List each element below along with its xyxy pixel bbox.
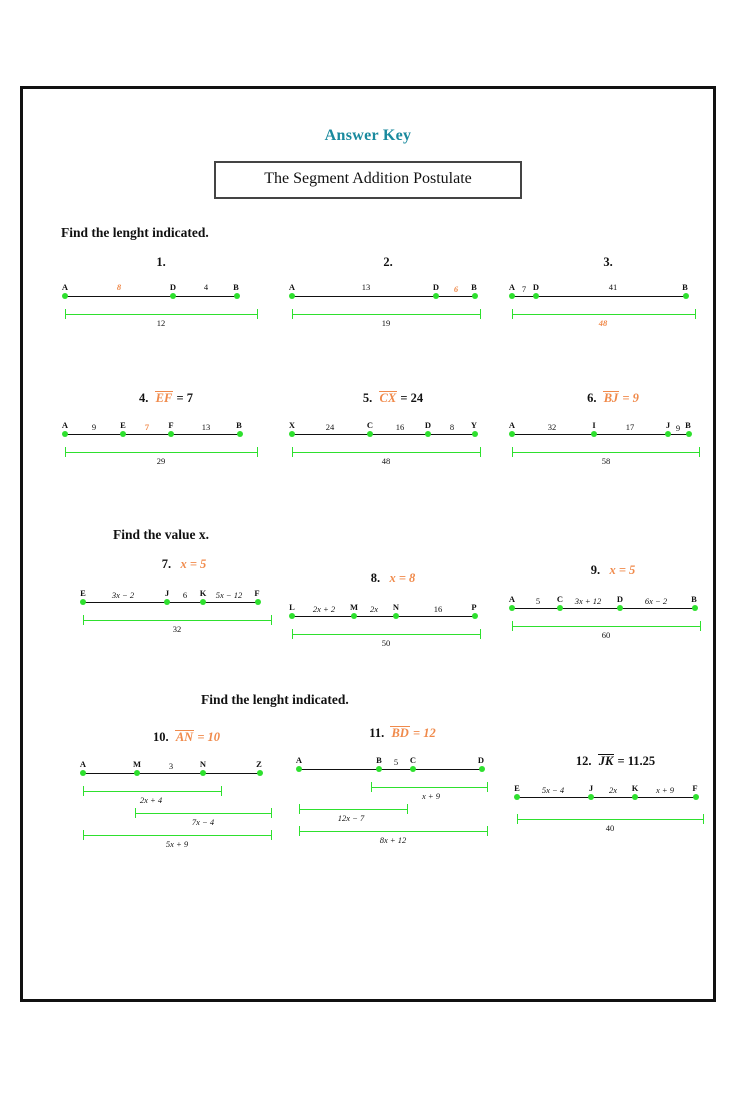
problem-row-4 <box>23 726 713 880</box>
problem-6-diagram <box>508 420 718 490</box>
bracket-tick <box>65 309 66 319</box>
point-label: B <box>682 282 688 292</box>
point-label: D <box>616 594 624 604</box>
problem-6-number: 6. <box>587 391 597 405</box>
point-label: J <box>665 420 671 430</box>
problem-12-diagram <box>513 783 718 863</box>
bracket-tick <box>480 309 481 319</box>
point-label: C <box>366 420 374 430</box>
segment-endpoint-dot <box>200 770 206 776</box>
segment-endpoint-dot <box>433 293 439 299</box>
segment-length-label: 13 <box>201 422 211 432</box>
problem-2-number: 2. <box>383 255 393 269</box>
segment-line <box>65 434 240 435</box>
bracket-line <box>299 831 487 832</box>
point-label: C <box>409 755 417 765</box>
point-label: D <box>424 420 432 430</box>
segment-length-label: 9 <box>675 423 681 433</box>
point-label: D <box>169 282 177 292</box>
bracket-tick <box>83 830 84 840</box>
segment-endpoint-dot <box>200 599 206 605</box>
bracket-tick <box>221 786 222 796</box>
problem-4-number: 4. <box>139 391 149 405</box>
segment-endpoint-dot <box>257 770 263 776</box>
problem-12-number: 12. <box>575 754 592 768</box>
problem-1-number: 1. <box>156 255 166 269</box>
total-bracket-line <box>292 634 480 635</box>
problem-4-answer-segment: EF <box>155 391 173 405</box>
point-label: F <box>168 420 174 430</box>
segment-endpoint-dot <box>120 431 126 437</box>
point-label: P <box>471 602 477 612</box>
bracket-tick <box>480 447 481 457</box>
segment-endpoint-dot <box>472 431 478 437</box>
segment-endpoint-dot <box>62 293 68 299</box>
segment-length-label: 24 <box>325 422 335 432</box>
total-length-label: 48 <box>381 456 391 466</box>
bracket-tick <box>512 309 513 319</box>
segment-endpoint-dot <box>367 431 373 437</box>
segment-expression-label: 2x <box>369 604 379 614</box>
problem-11-answer-value: = 12 <box>412 726 436 740</box>
problem-10-number: 10. <box>152 730 169 744</box>
point-label: Y <box>470 420 478 430</box>
segment-endpoint-dot <box>393 613 399 619</box>
point-label: A <box>79 759 87 769</box>
bracket-tick <box>292 447 293 457</box>
problem-8-answer: x = 8 <box>389 571 416 585</box>
worksheet-page <box>20 86 716 1002</box>
segment-length-label: 4 <box>203 282 209 292</box>
bracket-tick <box>83 786 84 796</box>
problem-11-number: 11. <box>369 726 385 740</box>
point-label: B <box>233 282 239 292</box>
segment-endpoint-dot <box>509 605 515 611</box>
problem-1 <box>61 255 261 352</box>
segment-line <box>292 296 475 297</box>
segment-expression-label: 5x − 4 <box>541 785 565 795</box>
segment-endpoint-dot <box>617 605 623 611</box>
problem-8 <box>288 571 498 672</box>
segment-length-label: 13 <box>361 282 371 292</box>
segment-endpoint-dot <box>289 293 295 299</box>
total-bracket-line <box>83 620 271 621</box>
point-label: A <box>295 755 303 765</box>
segment-length-label: 17 <box>625 422 635 432</box>
bracket-tick <box>292 309 293 319</box>
segment-endpoint-dot <box>591 431 597 437</box>
segment-length-label: 8 <box>116 282 122 292</box>
segment-endpoint-dot <box>588 794 594 800</box>
segment-endpoint-dot <box>425 431 431 437</box>
problem-4-diagram <box>61 420 271 490</box>
problem-3-diagram <box>508 282 708 352</box>
problem-5-answer-value: = 24 <box>400 391 424 405</box>
segment-line <box>292 616 475 617</box>
problem-10-answer-segment: AN <box>175 730 194 744</box>
instruction-find-value-x: Find the value x. <box>113 527 210 542</box>
segment-endpoint-dot <box>234 293 240 299</box>
point-label: A <box>508 420 516 430</box>
problem-11-diagram <box>295 755 510 855</box>
bracket-tick <box>512 621 513 631</box>
problem-5-number: 5. <box>362 391 373 405</box>
segment-endpoint-dot <box>376 766 382 772</box>
bracket-expression-label: 12x − 7 <box>337 813 365 823</box>
point-label: J <box>588 783 594 793</box>
segment-endpoint-dot <box>665 431 671 437</box>
point-label: A <box>508 594 516 604</box>
point-label: M <box>132 759 142 769</box>
bracket-tick <box>480 629 481 639</box>
bracket-tick <box>257 309 258 319</box>
bracket-tick <box>703 814 704 824</box>
segment-endpoint-dot <box>134 770 140 776</box>
problem-6-answer-value: = 9 <box>622 391 639 405</box>
segment-endpoint-dot <box>351 613 357 619</box>
total-bracket-line <box>65 452 257 453</box>
segment-endpoint-dot <box>692 605 698 611</box>
problem-11-answer-segment: BD <box>391 726 409 740</box>
point-label: B <box>685 420 691 430</box>
bracket-tick <box>407 804 408 814</box>
point-label: F <box>692 783 698 793</box>
point-label: K <box>199 588 207 598</box>
total-bracket-line <box>517 819 703 820</box>
problem-6 <box>508 391 718 490</box>
point-label: J <box>164 588 170 598</box>
problem-9-answer: x = 5 <box>609 563 636 577</box>
problem-5-diagram <box>288 420 498 490</box>
bracket-tick <box>83 615 84 625</box>
segment-expression-label: 3x + 12 <box>574 596 602 606</box>
bracket-line <box>371 787 487 788</box>
problem-4 <box>61 391 271 490</box>
point-label: I <box>592 420 596 430</box>
bracket-tick <box>700 621 701 631</box>
segment-endpoint-dot <box>170 293 176 299</box>
problem-10 <box>79 730 294 859</box>
bracket-expression-label: 2x + 4 <box>139 795 163 805</box>
answer-key-kicker: Answer Key <box>324 127 412 144</box>
problem-12 <box>513 754 718 863</box>
problem-9-diagram <box>508 594 718 664</box>
point-label: D <box>477 755 485 765</box>
point-label: B <box>691 594 697 604</box>
segment-length-label: 41 <box>608 282 618 292</box>
segment-endpoint-dot <box>472 613 478 619</box>
problem-10-answer-value: = 10 <box>197 730 221 744</box>
segment-line <box>512 608 695 609</box>
segment-line <box>517 797 696 798</box>
total-length-label: 12 <box>156 318 166 328</box>
segment-endpoint-dot <box>632 794 638 800</box>
bracket-tick <box>271 830 272 840</box>
segment-endpoint-dot <box>255 599 261 605</box>
point-label: D <box>532 282 540 292</box>
total-length-label: 29 <box>156 456 166 466</box>
point-label: K <box>631 783 639 793</box>
problem-row-1 <box>23 255 713 375</box>
problem-7-diagram <box>79 588 289 658</box>
segment-length-label: 16 <box>395 422 405 432</box>
segment-expression-label: 5x − 12 <box>215 590 243 600</box>
worksheet-title: The Segment Addition Postulate <box>214 161 522 199</box>
point-label: D <box>432 282 440 292</box>
bracket-tick <box>512 447 513 457</box>
segment-endpoint-dot <box>509 431 515 437</box>
bracket-line <box>83 835 271 836</box>
bracket-expression-label: x + 9 <box>421 791 441 801</box>
segment-length-label: 32 <box>547 422 557 432</box>
point-label: Z <box>256 759 262 769</box>
segment-endpoint-dot <box>289 613 295 619</box>
problem-2 <box>288 255 488 352</box>
point-label: N <box>199 759 207 769</box>
segment-expression-label: 2x <box>608 785 618 795</box>
bracket-tick <box>271 615 272 625</box>
bracket-expression-label: 8x + 12 <box>379 835 407 845</box>
problem-9 <box>508 563 718 664</box>
bracket-tick <box>135 808 136 818</box>
bracket-tick <box>517 814 518 824</box>
segment-length-label: 7 <box>144 422 150 432</box>
problem-3-number: 3. <box>603 255 613 269</box>
segment-endpoint-dot <box>479 766 485 772</box>
segment-line <box>292 434 475 435</box>
bracket-tick <box>487 782 488 792</box>
segment-endpoint-dot <box>514 794 520 800</box>
total-bracket-line <box>512 626 700 627</box>
bracket-tick <box>299 804 300 814</box>
segment-expression-label: 16 <box>433 604 443 614</box>
point-label: A <box>61 420 69 430</box>
segment-line <box>83 602 258 603</box>
total-bracket-line <box>292 314 480 315</box>
segment-length-label: 7 <box>521 284 527 294</box>
segment-endpoint-dot <box>62 431 68 437</box>
segment-endpoint-dot <box>693 794 699 800</box>
segment-length-label: 8 <box>449 422 455 432</box>
problem-5 <box>288 391 498 490</box>
problem-6-answer-segment: BJ <box>603 391 619 405</box>
point-label: A <box>61 282 69 292</box>
problem-1-diagram <box>61 282 261 352</box>
segment-line <box>65 296 237 297</box>
bracket-tick <box>487 826 488 836</box>
segment-length-label: 3 <box>168 761 174 771</box>
bracket-tick <box>271 808 272 818</box>
point-label: N <box>392 602 400 612</box>
segment-length-label: 5 <box>393 757 399 767</box>
bracket-tick <box>257 447 258 457</box>
problem-7-number: 7. <box>161 557 172 571</box>
bracket-tick <box>371 782 372 792</box>
problem-3 <box>508 255 708 352</box>
bracket-line <box>83 791 221 792</box>
problem-row-2 <box>23 391 713 521</box>
bracket-line <box>299 809 407 810</box>
point-label: E <box>80 588 86 598</box>
problem-row-3 <box>23 557 713 682</box>
point-label: E <box>514 783 520 793</box>
segment-endpoint-dot <box>410 766 416 772</box>
point-label: L <box>289 602 295 612</box>
point-label: B <box>471 282 477 292</box>
bracket-tick <box>299 826 300 836</box>
bracket-line <box>135 813 271 814</box>
segment-endpoint-dot <box>472 293 478 299</box>
bracket-tick <box>292 629 293 639</box>
problem-11 <box>295 726 510 855</box>
point-label: E <box>120 420 126 430</box>
total-bracket-line <box>512 452 699 453</box>
problem-9-number: 9. <box>590 563 601 577</box>
total-bracket-line <box>65 314 257 315</box>
segment-endpoint-dot <box>296 766 302 772</box>
segment-expression-label: 5 <box>535 596 541 606</box>
problem-10-diagram <box>79 759 294 859</box>
segment-endpoint-dot <box>168 431 174 437</box>
point-label: B <box>376 755 382 765</box>
segment-endpoint-dot <box>289 431 295 437</box>
bracket-tick <box>699 447 700 457</box>
instruction-find-length-1: Find the lenght indicated. <box>61 225 209 240</box>
segment-endpoint-dot <box>80 599 86 605</box>
segment-expression-label: 2x + 2 <box>312 604 336 614</box>
total-length-label: 32 <box>172 624 182 634</box>
problem-2-diagram <box>288 282 488 352</box>
segment-expression-label: x + 9 <box>655 785 675 795</box>
problem-4-answer-value: = 7 <box>176 391 193 405</box>
segment-line <box>83 773 260 774</box>
problem-8-number: 8. <box>370 571 381 585</box>
segment-line <box>512 434 689 435</box>
segment-expression-label: 6 <box>182 590 188 600</box>
segment-length-label: 9 <box>91 422 97 432</box>
total-length-label: 48 <box>598 318 608 328</box>
segment-length-label: 6 <box>453 284 459 294</box>
segment-expression-label: 3x − 2 <box>111 590 135 600</box>
segment-endpoint-dot <box>683 293 689 299</box>
segment-endpoint-dot <box>686 431 692 437</box>
problem-7 <box>79 557 289 658</box>
instruction-find-length-2: Find the lenght indicated. <box>201 692 349 707</box>
segment-endpoint-dot <box>164 599 170 605</box>
bracket-expression-label: 7x − 4 <box>191 817 215 827</box>
point-label: B <box>236 420 242 430</box>
point-label: A <box>288 282 296 292</box>
total-bracket-line <box>512 314 695 315</box>
point-label: A <box>508 282 516 292</box>
problem-8-diagram <box>288 602 498 672</box>
segment-endpoint-dot <box>80 770 86 776</box>
total-length-label: 19 <box>381 318 391 328</box>
total-length-label: 40 <box>605 823 615 833</box>
point-label: M <box>349 602 359 612</box>
total-length-label: 50 <box>381 638 391 648</box>
bracket-tick <box>65 447 66 457</box>
bracket-tick <box>695 309 696 319</box>
point-label: F <box>254 588 260 598</box>
total-bracket-line <box>292 452 480 453</box>
point-label: C <box>556 594 564 604</box>
segment-expression-label: 6x − 2 <box>644 596 668 606</box>
problem-7-answer: x = 5 <box>180 557 207 571</box>
total-length-label: 58 <box>601 456 611 466</box>
problem-12-answer-value: = 11.25 <box>617 754 656 768</box>
point-label: X <box>288 420 296 430</box>
segment-endpoint-dot <box>237 431 243 437</box>
problem-12-answer-segment: JK <box>598 754 614 768</box>
segment-endpoint-dot <box>509 293 515 299</box>
total-length-label: 60 <box>601 630 611 640</box>
segment-endpoint-dot <box>533 293 539 299</box>
problem-5-answer-segment: CX <box>379 391 397 405</box>
bracket-expression-label: 5x + 9 <box>165 839 189 849</box>
segment-line <box>299 769 482 770</box>
segment-endpoint-dot <box>557 605 563 611</box>
